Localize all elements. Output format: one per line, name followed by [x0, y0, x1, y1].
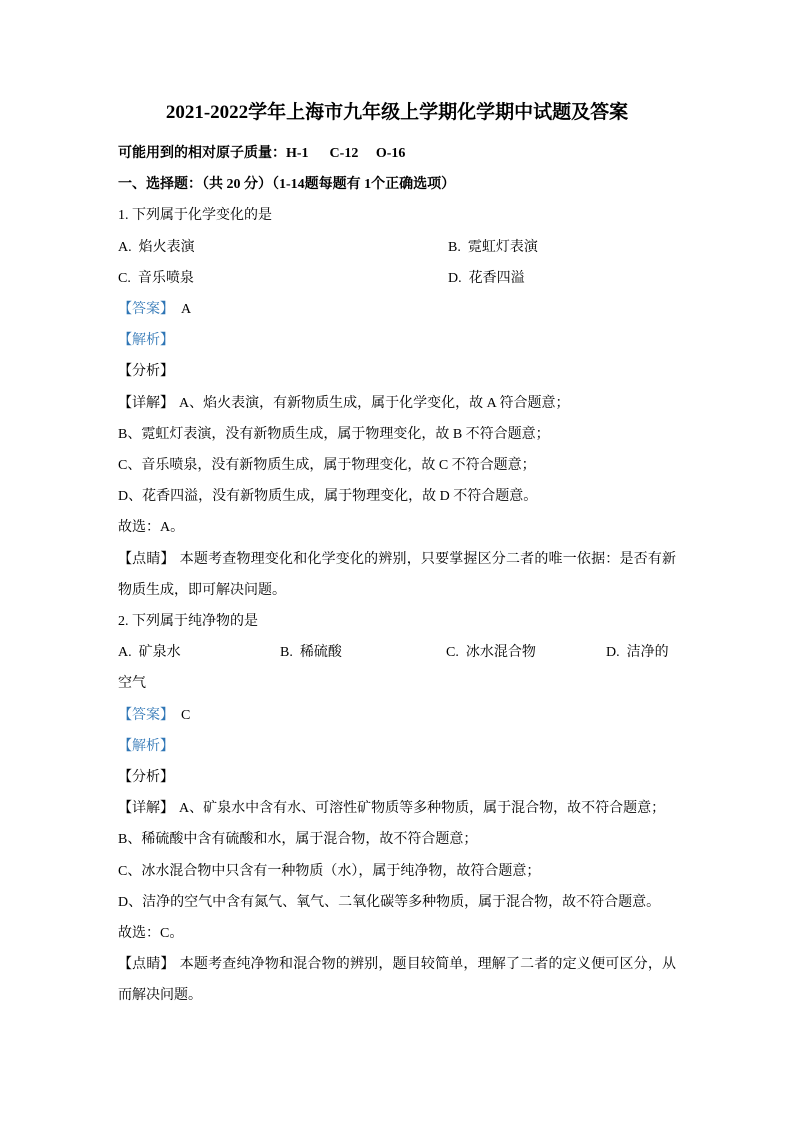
question-1-stem: 1. 下列属于化学变化的是 — [118, 208, 272, 224]
question-1-detail-line-c: C、音乐喷泉，没有新物质生成，属于物理变化，故 C 不符合题意； — [118, 458, 536, 474]
jiexi-marker: 【解析】 — [118, 738, 174, 754]
question-2-option-b — [280, 637, 446, 668]
option-label: D. — [606, 645, 620, 661]
option-label: B. — [448, 239, 461, 255]
question-1-detail-line-a — [118, 388, 676, 419]
question-1-option-d — [448, 263, 525, 294]
option-text: 霓虹灯表演 — [467, 239, 538, 255]
question-1-jiexi-line — [118, 325, 676, 356]
question-2-option-c — [446, 637, 606, 668]
question-2-option-d-wrap: 空气 — [118, 676, 146, 692]
option-label: D. — [448, 270, 462, 286]
question-1-option-c — [118, 263, 448, 294]
answer-marker: 【答案】 — [118, 707, 174, 723]
answer-value: A — [181, 302, 192, 318]
question-block-2 — [118, 606, 676, 1012]
question-2-note — [118, 949, 676, 1011]
atomic-mass-note: 可能用到的相对原子质量：H-1 C-12 O-16 — [118, 146, 406, 161]
page-title: 2021-2022学年上海市九年级上学期化学期中试题及答案 — [165, 102, 629, 123]
question-2-detail-line-d: D、洁净的空气中含有氮气、氧气、二氧化碳等多种物质，属于混合物，故不符合题意。 — [118, 894, 661, 910]
note-text: 本题考查物理变化和化学变化的辨别，只要掌握区分二者的唯一依据：是否有新物质生成，即可解决问题。 — [118, 551, 677, 598]
option-text: 音乐喷泉 — [137, 270, 194, 286]
question-1-fenxi-line — [118, 356, 676, 387]
question-1-detail-line-b: B、霓虹灯表演，没有新物质生成，属于物理变化，故 B 不符合题意； — [118, 426, 550, 442]
question-2-jiexi-line — [118, 731, 676, 762]
question-2-conclusion: 故选：C。 — [118, 926, 184, 942]
question-1-option-b — [448, 232, 538, 263]
option-text: 稀硫酸 — [299, 645, 342, 661]
question-1-options-row-1 — [118, 232, 676, 263]
option-text: 冰水混合物 — [465, 645, 536, 661]
option-label: B. — [280, 645, 293, 661]
option-text: 矿泉水 — [138, 645, 181, 661]
question-1-option-a — [118, 232, 448, 263]
option-text: 焰火表演 — [138, 239, 195, 255]
question-block-1 — [118, 200, 676, 606]
option-label: A. — [118, 645, 132, 661]
question-2-stem: 2. 下列属于纯净物的是 — [118, 614, 258, 630]
dianjing-marker: 【点睛】 — [118, 551, 175, 567]
answer-marker: 【答案】 — [118, 302, 174, 318]
note-text: 本题考查纯净物和混合物的辨别，题目较简单，理解了二者的定义便可区分，从而解决问题。 — [118, 957, 677, 1004]
option-label: A. — [118, 239, 132, 255]
question-1-conclusion: 故选：A。 — [118, 520, 185, 536]
question-1-answer-line — [118, 294, 676, 325]
question-2-option-d — [606, 637, 669, 668]
dianjing-marker: 【点睛】 — [118, 957, 175, 973]
question-2-detail-line-c: C、冰水混合物中只含有一种物质（水），属于纯净物，故符合题意； — [118, 863, 541, 879]
question-1-detail-line-d: D、花香四溢，没有新物质生成，属于物理变化，故 D 不符合题意。 — [118, 489, 538, 505]
option-text: 洁净的 — [626, 645, 669, 661]
question-2-detail-line-a — [118, 793, 676, 824]
question-1-note — [118, 544, 676, 606]
option-label: C. — [118, 270, 131, 286]
section-heading: 一、选择题：（共 20 分）（1-14题每题有 1个正确选项） — [118, 177, 456, 193]
option-text: 花香四溢 — [468, 270, 525, 286]
question-2-option-a — [118, 637, 280, 668]
question-1-options-row-2 — [118, 263, 676, 294]
question-2-fenxi-line — [118, 762, 676, 793]
xiangjie-marker: 【详解】 — [118, 801, 174, 817]
question-2-options-row — [118, 637, 676, 668]
detail-text: A、焰火表演，有新物质生成，属于化学变化，故 A 符合题意； — [179, 395, 570, 411]
detail-text: A、矿泉水中含有水、可溶性矿物质等多种物质，属于混合物，故不符合题意； — [179, 801, 666, 817]
xiangjie-marker: 【详解】 — [118, 395, 174, 411]
question-2-answer-line — [118, 700, 676, 731]
answer-value: C — [181, 707, 191, 723]
jiexi-marker: 【解析】 — [118, 333, 174, 349]
fenxi-marker: 【分析】 — [118, 364, 174, 380]
fenxi-marker: 【分析】 — [118, 770, 174, 786]
question-2-detail-line-b: B、稀硫酸中含有硫酸和水，属于混合物，故不符合题意； — [118, 832, 478, 848]
option-label: C. — [446, 645, 459, 661]
